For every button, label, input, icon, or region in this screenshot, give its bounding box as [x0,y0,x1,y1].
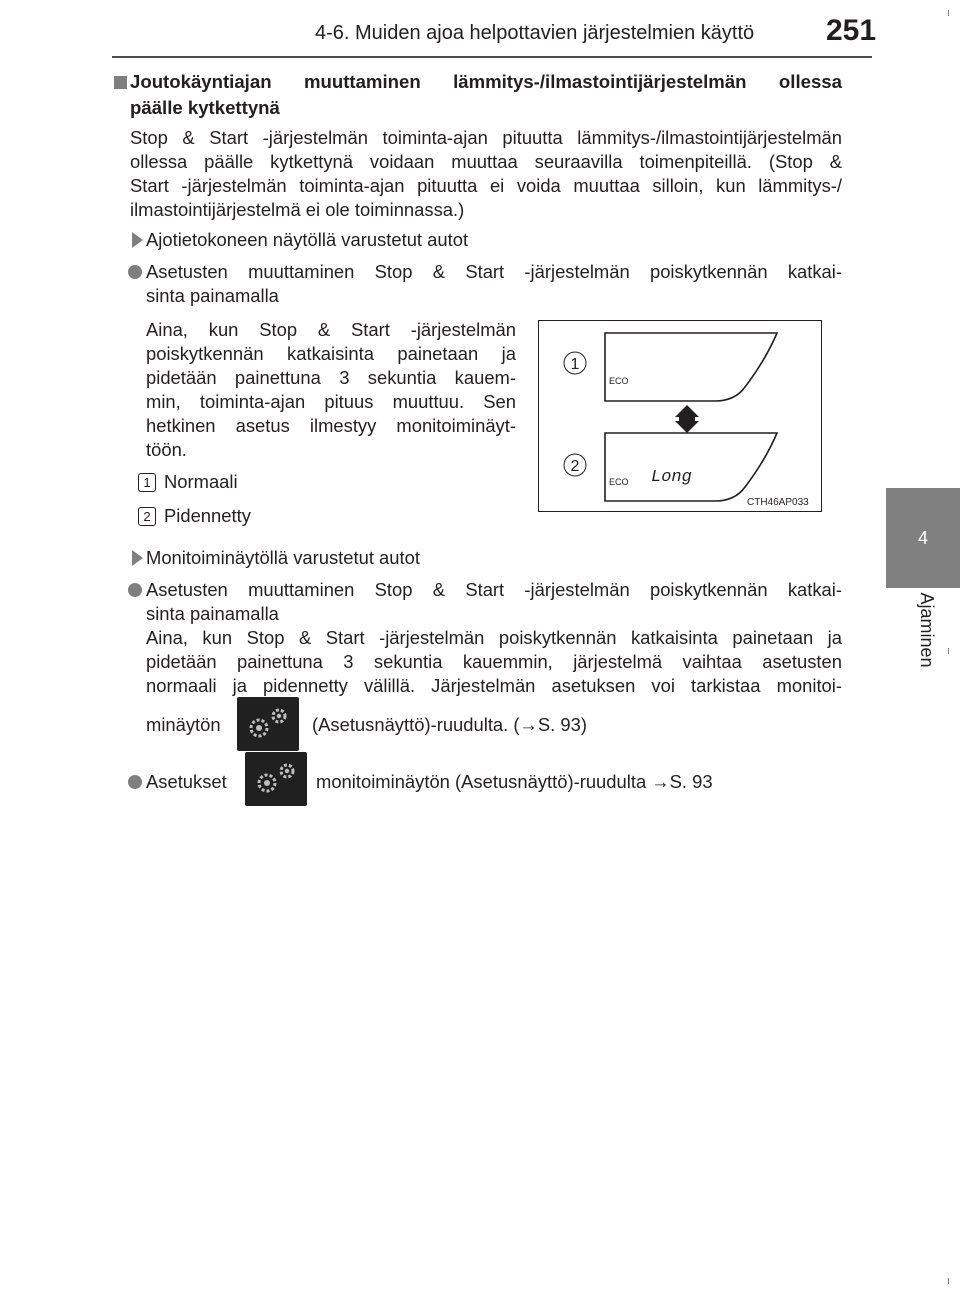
intro-line: ilmastointijärjestelmä ei ole toiminnassa.) [130,199,465,220]
chapter-tab: 4 [886,488,960,588]
bullet2-pre: Asetukset [146,771,227,792]
page-number: 251 [826,14,877,47]
block2-line: sinta painamalla [146,603,279,624]
block2-last-line-post: (Asetusnäyttö)-ruudulta. (→S. 93) [312,714,587,735]
running-header-title: 4-6. Muiden ajoa helpottavien järjestelmien käyttö [315,22,755,44]
crop-mark [948,1278,949,1284]
block2-last-line-pre: minäytön [146,714,221,735]
item-label-normal: Normaali [164,471,238,492]
block1-para-line: Aina, kun Stop & Start -järjestelmän [146,319,516,340]
block1-para-line: hetkinen asetus ilmestyy monitoiminäyt- [146,415,516,436]
crop-mark [948,10,949,16]
figure-code: CTH46AP033 [747,497,809,508]
round-bullet-icon [128,775,142,789]
arrow-up-icon [675,405,699,417]
display-illustration-svg [539,321,821,511]
item-number-badge: 1 [138,473,156,492]
item-number-badge: 2 [138,507,156,526]
arrow-down-icon [675,421,699,433]
item-label-extended: Pidennetty [164,505,251,526]
block1-para-line: pidetään painettuna 3 sekuntia kauem- [146,367,516,388]
display-illustration [538,320,822,512]
callout-number-2: 2 [570,458,580,475]
section-heading-line1: Joutokäyntiajan muuttaminen lämmitys-/ilmastointijärjestelmän ollessa [130,71,842,92]
arrow-bar [679,417,695,421]
triangle-bullet-icon [132,232,143,248]
display-screen-normal [605,333,777,401]
block1-para-line: töön. [146,439,187,460]
intro-line: Stop & Start -järjestelmän toiminta-ajan pituutta lämmitys-/ilmastointijärjestelmän [130,127,842,148]
intro-line: Start -järjestelmän toiminta-ajan pituutta ei voida muuttaa silloin, kun lämmitys-/ [130,175,842,196]
eco-label: ECO [609,376,629,386]
block2-line: pidetään painettuna 3 sekuntia kauemmin, järjestelmä vaihtaa asetusten [146,651,842,672]
gears-icon [237,697,299,751]
block2-title: Monitoiminäytöllä varustetut autot [146,547,420,568]
square-bullet-icon [114,76,127,89]
bullet2-post: monitoiminäytön (Asetusnäyttö)-ruudulta →S. 93 [316,771,713,792]
display-screen-extended [605,433,777,501]
block2-line: Aina, kun Stop & Start -järjestelmän poiskytkennän katkaisinta painetaan ja [146,627,842,648]
block1-bullet-line1: Asetusten muuttaminen Stop & Start -järjestelmän poiskytkennän katkai- [146,261,842,282]
block2-line: Asetusten muuttaminen Stop & Start -järjestelmän poiskytkennän katkai- [146,579,842,600]
block1-bullet-line2: sinta painamalla [146,285,279,306]
chapter-label: Ajaminen [917,592,937,668]
gears-icon [245,752,307,806]
callout-number-1: 1 [570,356,580,373]
eco-label: ECO [609,477,629,487]
block1-para-line: min, toiminta-ajan pituus muuttuu. Sen [146,391,516,412]
round-bullet-icon [128,583,142,597]
block1-title: Ajotietokoneen näytöllä varustetut autot [146,229,469,250]
block2-line: normaali ja pidennetty välillä. Järjestelmän asetuksen voi tarkistaa monitoi- [146,675,842,696]
section-heading-line2: päälle kytkettynä [130,97,280,118]
header-rule [112,56,872,58]
crop-mark [948,648,949,654]
display-long-text: Long [651,468,692,487]
intro-line: ollessa päälle kytkettynä voidaan muuttaa seuraavilla toimenpiteillä. (Stop & [130,151,842,172]
triangle-bullet-icon [132,550,143,566]
block1-para-line: poiskytkennän katkaisinta painetaan ja [146,343,516,364]
round-bullet-icon [128,265,142,279]
